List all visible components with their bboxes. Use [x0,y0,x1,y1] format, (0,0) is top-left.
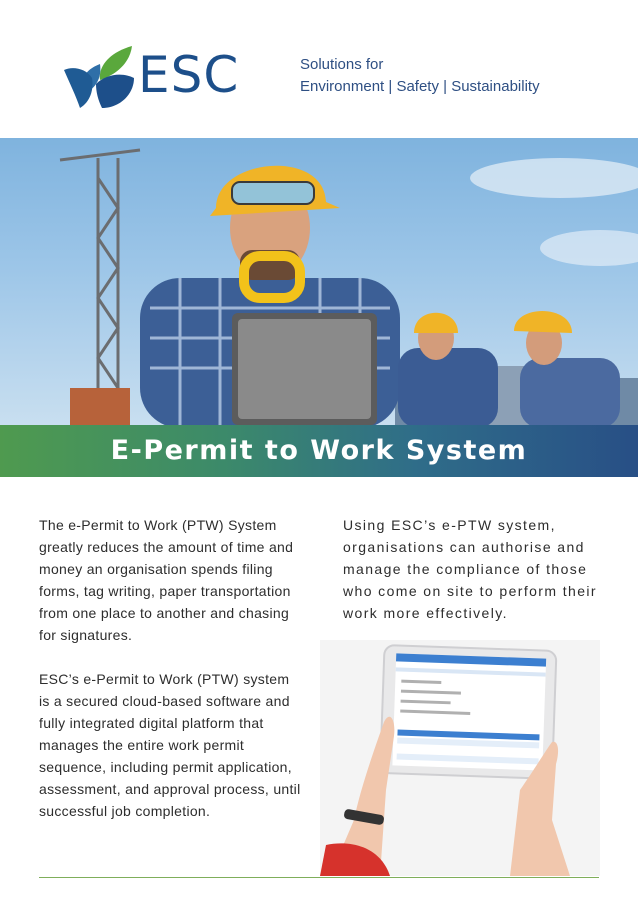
tablet-image [320,640,600,876]
workers-photo-icon [0,138,638,428]
tagline-line-2: Environment | Safety | Sustainability [300,78,540,95]
right-paragraph: Using ESC’s e-PTW system, organisations can authorise and manage the compliance of those who come on site to perform their work more effectively. [343,517,597,621]
hero-image [0,138,638,428]
title-banner [0,425,638,477]
banner-title: E-Permit to Work System [110,435,528,466]
left-paragraph-1: The e-Permit to Work (PTW) System greatly reduces the amount of time and money an organisation spends filing forms, tag writing, paper transportation from one place to another and chasing for signatures. [39,517,294,643]
tablet-photo-icon [320,640,600,876]
tagline [300,54,540,98]
footer-divider [39,877,599,878]
page-header [0,0,638,138]
logo-text: ESC [138,46,240,104]
left-paragraph-2: ESC’s e-Permit to Work (PTW) system is a secured cloud-based software and fully integrated digital platform that manages the entire work permit sequence, including permit application, assessment, and approval process, until successful job completion. [39,671,301,819]
left-column [39,514,301,844]
tagline-line-1: Solutions for [300,56,384,73]
